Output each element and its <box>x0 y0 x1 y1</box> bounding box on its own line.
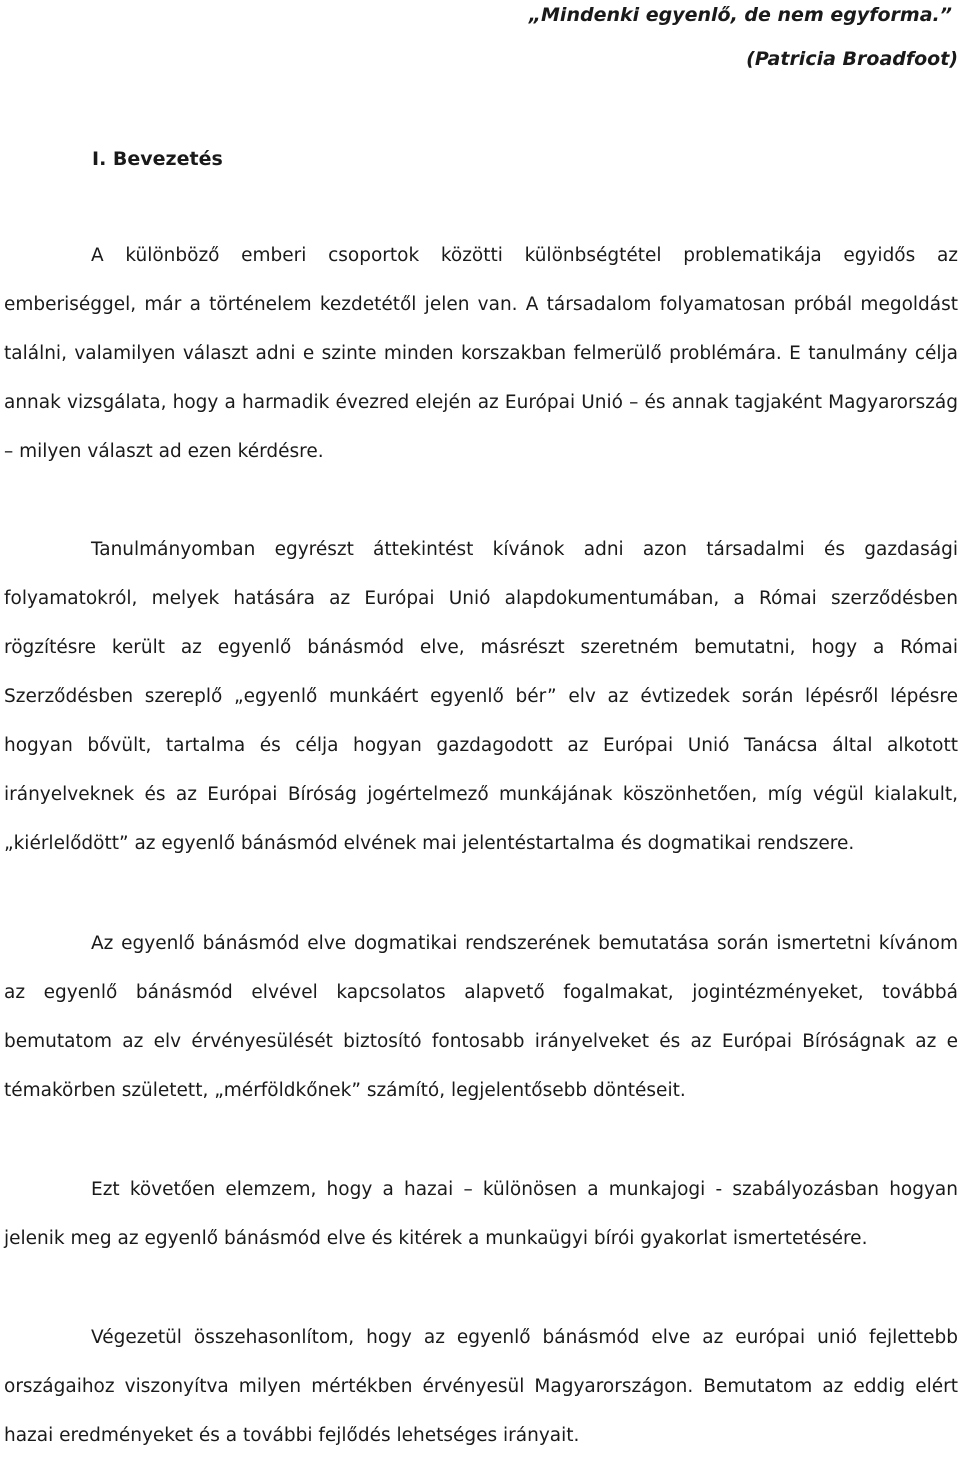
paragraph-domestic-regulation: Ezt követően elemzem, hogy a hazai – különösen a munkajogi - szabályozásban hogyan jelenik meg az egyenlő bánásmód elve és kitérek a munkaügyi bírói gyakorlat ismertetésére. <box>4 1179 958 1249</box>
paragraph-study-overview: Tanulmányomban egyrészt áttekintést kívánok adni azon társadalmi és gazdasági folyamatokról, melyek hatására az Európai Unió alapdokumentumában, a Római szerződésben rögzítésre került az egyenlő bánásmód elve, másrészt szeretném bemutatni, hogy a Római Szerződésben szereplő „egyenlő munkáért egyenlő bér” elv az évtizedek során lépésről lépésre hogyan bővült, tartalma és célja hogyan gazdagodott az Európai Unió Tanácsa által alkotott irányelveknek és az Európai Bíróság jogértelmező munkájának köszönhetően, míg végül kialakult, „kiérlelődött” az egyenlő bánásmód elvének mai jelentéstartalma és dogmatikai rendszere. <box>4 539 958 854</box>
paragraph-dogmatic-system: Az egyenlő bánásmód elve dogmatikai rendszerének bemutatása során ismertetni kívánom az egyenlő bánásmód elvével kapcsolatos alapvető fogalmakat, jogintézményeket, továbbá bemutatom az elv érvényesülését biztosító fontosabb irányelveket és az Európai Bíróságnak az e témakörben született, „mérföldkőnek” számító, legjelentősebb döntéseit. <box>4 933 958 1101</box>
epigraph-author: (Patricia Broadfoot) <box>746 48 958 70</box>
paragraph-introduction: A különböző emberi csoportok közötti különbségtétel problematikája egyidős az emberiséggel, már a történelem kezdetétől jelen van. A társadalom folyamatosan próbál megoldást találni, valamilyen választ adni e szinte minden korszakban felmerülő problémára. E tanulmány célja annak vizsgálata, hogy a harmadik évezred elején az Európai Unió – és annak tagjaként Magyarország – milyen választ ad ezen kérdésre. <box>4 245 958 462</box>
section-heading: I. Bevezetés <box>92 148 223 170</box>
paragraph-comparison: Végezetül összehasonlítom, hogy az egyenlő bánásmód elve az európai unió fejlettebb országaihoz viszonyítva milyen mértékben érvényesül Magyarországon. Bemutatom az eddig elért hazai eredményeket és a további fejlődés lehetséges irányait. <box>4 1327 958 1446</box>
epigraph-quote: „Mindenki egyenlő, de nem egyforma.” <box>528 4 952 26</box>
document-page <box>4 0 958 1448</box>
